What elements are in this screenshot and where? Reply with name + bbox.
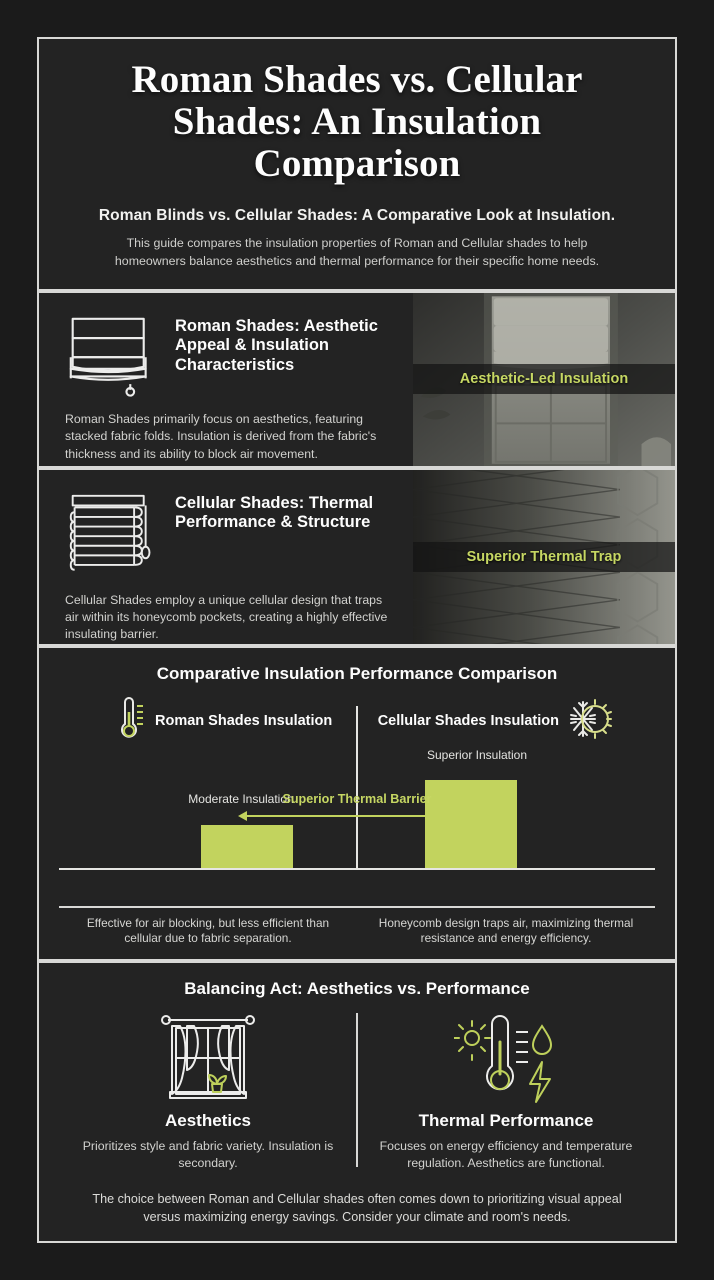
- cellular-shade-icon: [65, 490, 161, 578]
- chart-footnotes: [59, 906, 655, 947]
- balance-column-divider: [356, 1013, 358, 1167]
- chart-bar-roman: [201, 825, 293, 868]
- chart-value-label-cellular: Superior Insulation: [426, 747, 528, 762]
- feature-roman-body: Roman Shades primarily focus on aesthetics, featuring stacked fabric folds. Insulation is derived from the fabric's thickness and its ability to block air movement.: [65, 412, 377, 461]
- feature-roman-media: [413, 293, 675, 466]
- feature-cellular-media: [413, 470, 675, 644]
- infographic-card: [37, 37, 677, 1243]
- feature-roman-text: [39, 293, 413, 466]
- chart-value-label-roman: Moderate Insulation: [188, 791, 294, 806]
- balance-title: Balancing Act: Aesthetics vs. Performance: [184, 978, 530, 998]
- chart-footnote-cellular: Honeycomb design traps air, maximizing thermal resistance and energy efficiency.: [378, 915, 634, 946]
- header-subtitle: Roman Blinds vs. Cellular Shades: A Comparative Look at Insulation.: [98, 207, 616, 225]
- feature-cellular-text: [39, 470, 413, 644]
- header-section: [39, 39, 675, 289]
- chart-category-cellular-label: Cellular Shades Insulation: [377, 712, 559, 729]
- arrow-shaft: [246, 815, 476, 817]
- feature-section-cellular: [39, 470, 675, 644]
- arrow-head-icon: [238, 811, 247, 821]
- chart-annotation-label: Superior Thermal Barrier: [282, 791, 432, 806]
- balance-columns: [59, 1007, 655, 1181]
- balance-section: [39, 963, 675, 1241]
- balance-heading-thermal: Thermal Performance: [418, 1110, 594, 1130]
- chart-center-divider: [356, 706, 358, 868]
- thermometer-energy-icon: [379, 1011, 633, 1107]
- sun-snowflake-icon: [567, 696, 613, 747]
- chart-annotation: [238, 792, 476, 822]
- feature-cellular-heading: Cellular Shades: Thermal Performance & Structure: [175, 493, 374, 532]
- balance-column-aesthetics: [59, 1007, 357, 1181]
- balance-heading-aesthetics: Aesthetics: [165, 1110, 251, 1130]
- chart-section: [39, 648, 675, 959]
- roman-shade-icon: [65, 313, 161, 398]
- chart-category-roman: [111, 696, 332, 747]
- balance-closing-text: The choice between Roman and Cellular shades often comes down to prioritizing visual appeal versus maximizing energy savings. Consider your climate and room's needs.: [92, 1192, 622, 1225]
- page-title: Roman Shades vs. Cellular Shades: An Insulation Comparison: [131, 58, 583, 186]
- balance-column-thermal: [357, 1007, 655, 1181]
- chart-title: Comparative Insulation Performance Comparison: [156, 663, 558, 683]
- chart-annotation-arrow: [238, 810, 476, 822]
- chart-baseline: [59, 868, 655, 870]
- feature-section-roman: [39, 293, 675, 466]
- balance-body-thermal: Focuses on energy efficiency and temperature regulation. Aesthetics are functional.: [379, 1138, 633, 1170]
- bar-chart: [59, 696, 655, 906]
- window-curtains-plant-icon: [81, 1011, 335, 1107]
- chart-category-cellular: [378, 696, 613, 747]
- balance-body-aesthetics: Prioritizes style and fabric variety. Insulation is secondary.: [82, 1138, 334, 1170]
- thermometer-icon: [111, 696, 147, 747]
- feature-cellular-badge: Superior Thermal Trap: [413, 542, 675, 572]
- feature-cellular-body: Cellular Shades employ a unique cellular design that traps air within its honeycomb pockets, creating a highly effective insulating barrier.: [65, 593, 388, 642]
- header-description: This guide compares the insulation properties of Roman and Cellular shades to help homeowners balance aesthetics and thermal performance for their specific home needs.: [114, 236, 600, 268]
- chart-category-roman-label: Roman Shades Insulation: [155, 712, 333, 729]
- feature-roman-heading: Roman Shades: Aesthetic Appeal & Insulation Characteristics: [175, 316, 378, 375]
- chart-footnote-roman: Effective for air blocking, but less efficient than cellular due to fabric separation.: [86, 915, 330, 946]
- feature-roman-badge: Aesthetic-Led Insulation: [413, 364, 675, 394]
